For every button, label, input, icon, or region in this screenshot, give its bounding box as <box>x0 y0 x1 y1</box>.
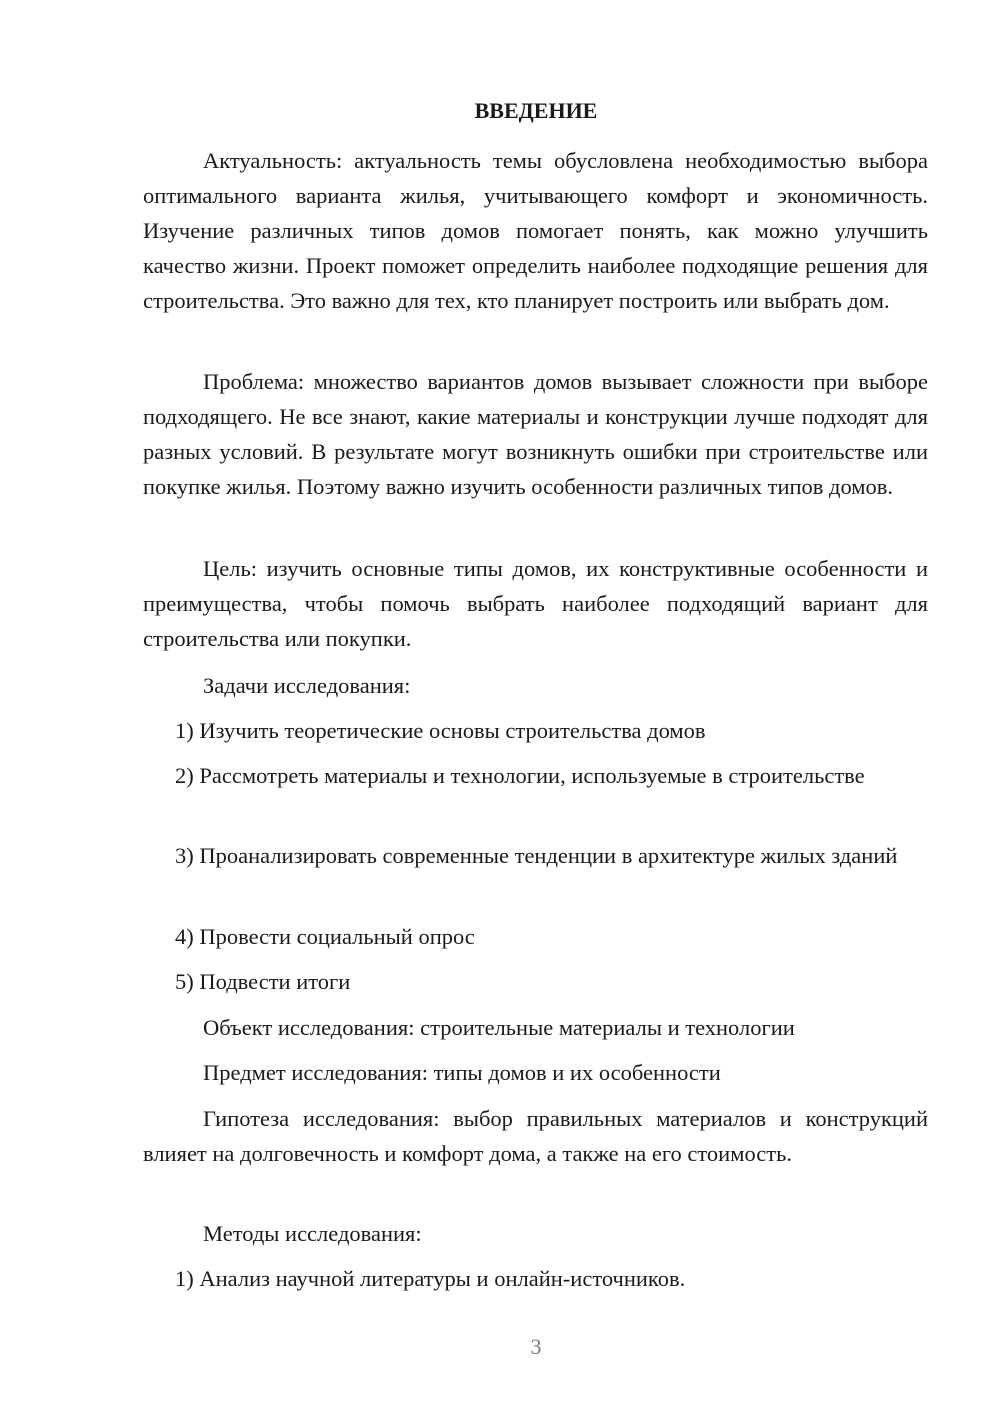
paragraph-relevance: Актуальность: актуальность темы обусловлена необходимостью выбора оптимального варианта жилья, учитывающего комфорт и экономичность. Изучение различных типов домов помогает понять, как можно улучшить качество жизни. Проект поможет определить наиболее подходящие решения для строительства. Это важно для тех, кто планирует построить или выбрать дом. <box>143 148 928 313</box>
tasks-heading: Задачи исследования: <box>203 673 411 698</box>
paragraph-hypothesis: Гипотеза исследования: выбор правильных материалов и конструкций влияет на долговечность и комфорт дома, а также на его стоимость. <box>143 1106 928 1166</box>
page-title: ВВЕДЕНИЕ <box>474 98 598 123</box>
task-item-5: 5) Подвести итоги <box>175 969 351 994</box>
paragraph-goal: Цель: изучить основные типы домов, их конструктивные особенности и преимущества, чтобы помочь выбрать наиболее подходящий вариант для строительства или покупки. <box>143 556 928 651</box>
method-item-1: 1) Анализ научной литературы и онлайн-источников. <box>175 1266 686 1291</box>
task-item-4: 4) Провести социальный опрос <box>175 924 475 949</box>
task-item-1: 1) Изучить теоретические основы строительства домов <box>175 718 706 743</box>
task-item-2: 2) Рассмотреть материалы и технологии, используемые в строительстве <box>175 763 865 788</box>
task-item-3: 3) Проанализировать современные тенденции в архитектуре жилых зданий <box>175 843 898 868</box>
paragraph-subject: Предмет исследования: типы домов и их особенности <box>203 1060 721 1085</box>
page-number: 3 <box>530 1334 542 1359</box>
paragraph-problem: Проблема: множество вариантов домов вызывает сложности при выборе подходящего. Не все знают, какие материалы и конструкции лучше подходят для разных условий. В результате могут возникнуть ошибки при строительстве или покупке жилья. Поэтому важно изучить особенности различных типов домов. <box>143 369 928 499</box>
methods-heading: Методы исследования: <box>203 1221 422 1246</box>
paragraph-object: Объект исследования: строительные материалы и технологии <box>203 1015 795 1040</box>
